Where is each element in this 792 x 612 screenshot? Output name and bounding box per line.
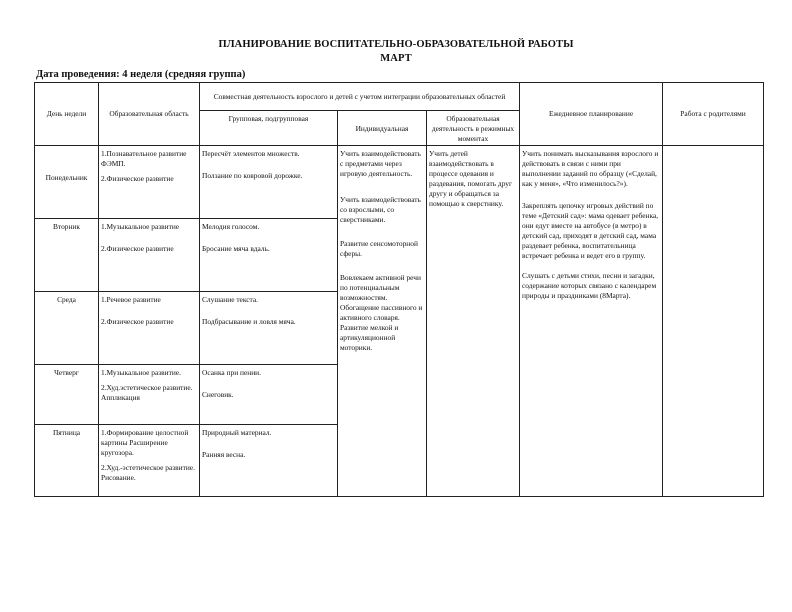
day-cell [35, 145, 99, 218]
group-cell [200, 424, 338, 496]
group-cell [200, 364, 338, 424]
day-name: Четверг [54, 367, 79, 377]
header-regime: Образовательная деятельность в режимных моментах [427, 111, 520, 146]
individual-item: Развитие сенсомоторной сферы. [340, 238, 418, 258]
group-cell [200, 291, 338, 364]
area-item: 2.Худ.эстетическое развитие. Аппликация [101, 382, 193, 402]
area-cell [99, 424, 200, 496]
individual-item: Вовлекаем активной речи по потенциальным возможностям. Обогащение пассивного и активного словаря. Развитие мелкой и артикуляционной моторики. [340, 272, 423, 352]
group-item: Мелодия голосом. [202, 221, 260, 231]
area-item: 2.Физическое развитие [101, 173, 174, 183]
group-cell [200, 145, 338, 218]
day-cell [35, 424, 99, 496]
area-item: 1.Музыкальное развитие [101, 221, 180, 231]
group-item: Пересчёт элементов множеств. [202, 148, 300, 158]
page-title: ПЛАНИРОВАНИЕ ВОСПИТАТЕЛЬНО-ОБРАЗОВАТЕЛЬНОЙ РАБОТЫ [218, 39, 574, 50]
group-item: Осанка при пении. [202, 367, 261, 377]
area-item: 1.Музыкальное развитие. [101, 367, 181, 377]
page-subtitle: МАРТ [380, 53, 412, 64]
parents-cell [663, 145, 764, 496]
plan-table [34, 82, 764, 497]
header-parents: Работа с родителями [663, 83, 764, 146]
area-item: 1.Формирование целостной картины Расширение кругозора. [101, 427, 189, 457]
regime-cell [427, 145, 520, 496]
group-item: Снеговик. [202, 389, 234, 399]
day-name: Пятница [52, 427, 81, 437]
area-item: 2.Физическое развитие [101, 316, 174, 326]
daily-item: Учить понимать высказывания взрослого и действовать в связи с ними при выполнении заданий по образцу («Сделай, как у меня», «Что изменилось?»). [522, 148, 659, 188]
individual-item: Учить взаимодействовать со взрослыми, со сверстниками. [340, 194, 421, 224]
daily-item: Слушать с детьми стихи, песни и загадки, содержание которых связано с календарем природы и праздниками (8Марта). [522, 270, 657, 300]
area-item: 1.Познавательное развитие ФЭМП. [101, 148, 187, 168]
header-individual: Индивидуальная [338, 111, 427, 146]
area-cell [99, 364, 200, 424]
date-line: Дата проведения: 4 неделя (средняя группа) [36, 69, 246, 80]
header-joint: Совместная деятельность взрослого и детей с учетом интеграции образовательных областей [200, 83, 520, 111]
day-cell [35, 218, 99, 291]
area-cell [99, 145, 200, 218]
day-name: Среда [57, 294, 76, 304]
area-cell [99, 218, 200, 291]
area-item: 2.Худ.-эстетическое развитие. Рисование. [101, 462, 195, 482]
header-group: Групповая, подгрупповая [200, 111, 338, 146]
group-item: Ползание по ковровой дорожке. [202, 170, 303, 180]
area-item: 1.Речевое развитие [101, 294, 161, 304]
area-cell [99, 291, 200, 364]
day-cell [35, 364, 99, 424]
day-name: Понедельник [45, 172, 88, 182]
group-item: Подбрасывание и ловля мяча. [202, 316, 296, 326]
daily-cell [520, 145, 663, 496]
individual-item: Учить взаимодействовать с предметами через игровую деятельность. [340, 148, 421, 178]
group-item: Природный материал. [202, 427, 272, 437]
group-cell [200, 218, 338, 291]
group-item: Ранняя весна. [202, 449, 246, 459]
header-daily: Ежедневное планирование [520, 83, 663, 146]
day-name: Вторник [53, 221, 80, 231]
header-day: День недели [35, 83, 99, 146]
table-row [35, 145, 764, 218]
group-item: Слушание текста. [202, 294, 258, 304]
header-row [35, 83, 764, 111]
header-area: Образовательная область [99, 83, 200, 146]
regime-text: Учить детей взаимодействовать в процессе одевания и раздевания, помогать друг другу и обращаться за помощью к сверстнику. [429, 148, 513, 208]
area-item: 2.Физическое развитие [101, 243, 174, 253]
individual-cell [338, 145, 427, 496]
day-cell [35, 291, 99, 364]
group-item: Бросание мяча вдаль. [202, 243, 270, 253]
daily-item: Закреплять цепочку игровых действий по теме «Детский сад»: мама одевает ребенка, они едут вместе на автобусе (в метро) в детский сад, приходят в детский сад, мама раздевает ребенка, воспитательница встречает ребенка и ведет его в группу. [522, 200, 659, 260]
